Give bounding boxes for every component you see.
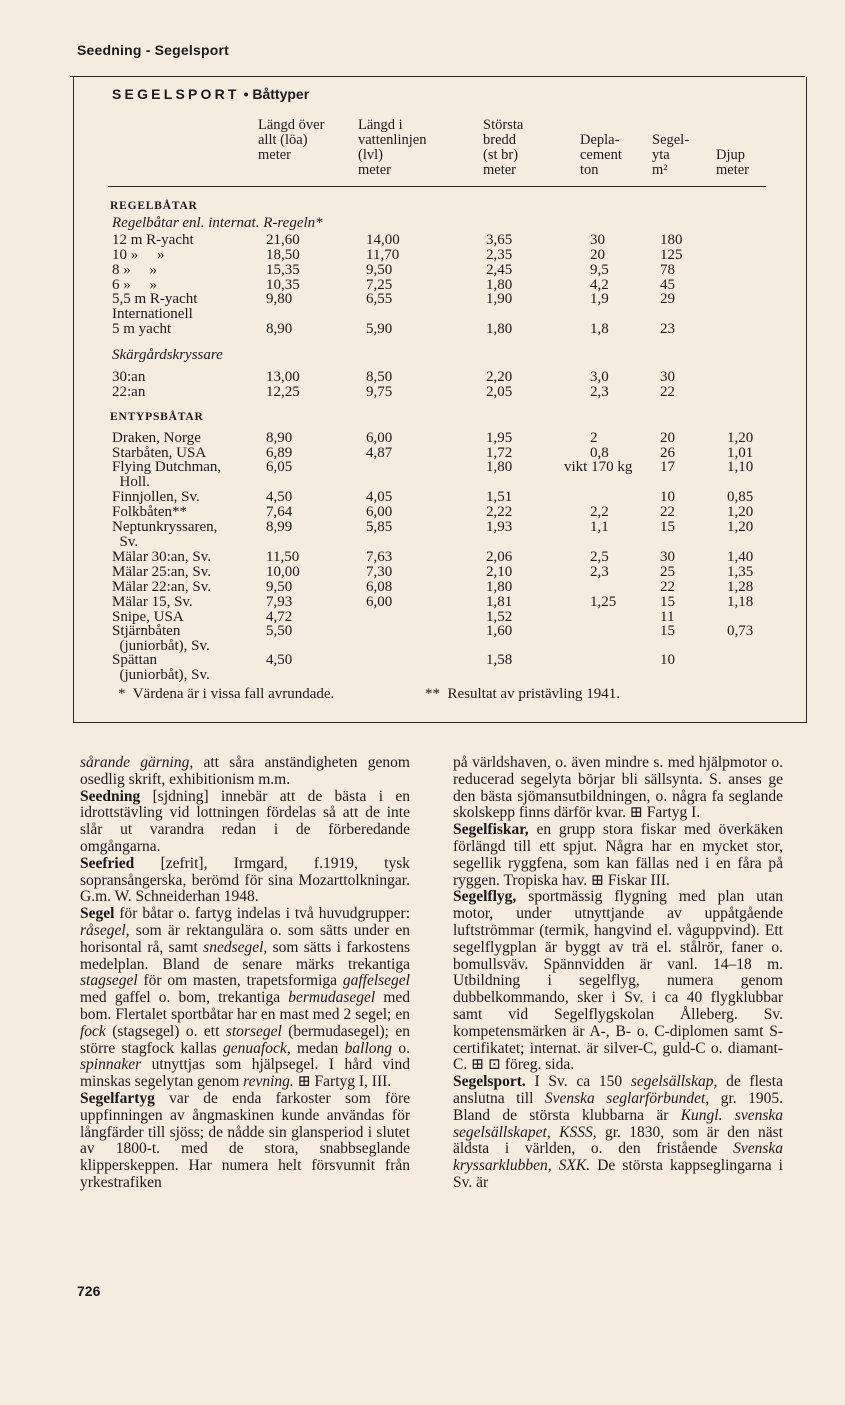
subsection-skargardskryssare: Skärgårdskryssare: [112, 347, 223, 363]
table-cell-br: 2,22: [486, 504, 513, 520]
table-cell-loa: 18,50: [266, 247, 300, 263]
table-cell-loa: 6,05: [266, 459, 293, 475]
table-cell-loa: 10,35: [266, 277, 300, 293]
table-cell-lvl: 14,00: [366, 232, 400, 248]
table-title-main: SEGELSPORT: [112, 86, 240, 102]
footnote-prize: ** Resultat av pristävling 1941.: [425, 686, 620, 702]
article-paragraph: sårande gärning, att såra anständigheten genom osedlig skrift, exhibitionism m.m.: [80, 754, 410, 788]
table-cell-depl: vikt 170 kg: [564, 459, 633, 475]
column-header-divider: [108, 186, 766, 187]
table-cell-br: 2,06: [486, 549, 513, 565]
table-cell-segel: 15: [660, 594, 675, 610]
table-cell-segel: 22: [660, 384, 675, 400]
table-cell-loa: 21,60: [266, 232, 300, 248]
table-cell-lvl: 4,05: [366, 489, 393, 505]
table-cell-br: 1,80: [486, 459, 513, 475]
article-paragraph: Seedning [sjdning] innebär att de bästa i en idrottstävling vid lottningen fördelas så att de inte slår ut varandra redan i de förberedande omgångarna.: [80, 787, 410, 855]
table-cell-loa: 9,80: [266, 291, 293, 307]
table-cell-br: 1,51: [486, 489, 513, 505]
table-cell-loa: 4,72: [266, 609, 293, 625]
col-header-djup: Djup meter: [716, 147, 750, 178]
table-cell-djup: 1,01: [727, 445, 754, 461]
table-cell-lvl: 9,50: [366, 262, 393, 278]
table-cell-br: 1,93: [486, 519, 513, 535]
table-cell-name: Finnjollen, Sv.: [112, 489, 200, 505]
table-cell-name: Internationell: [112, 306, 193, 322]
article-paragraph: Segelflyg, sportmässig flygning med plan utan motor, under utnyttjande av uppåtgående luftströmmar (termik, hangvind el. våguppvind). Ett segelflygplan är byggt av trä el. stålrör, faner o. bomullsväv. Spännvidden är vanl. 14–18 m. Utbildning i segelflyg, numera genom dubbelkommando, sker i Sv. i ca 40 flygklubbar samt vid Segelflygskolan Ålleberg. Sv. kompetensmärken är A-, B- o. C-diplomen samt S-certifikatet; internat. är silver-C, guld-C o. diamant-C. ⊞ ⊡ föreg. sida.: [453, 888, 783, 1074]
table-title: [112, 86, 309, 102]
table-cell-loa: 4,50: [266, 652, 293, 668]
table-cell-br: 3,65: [486, 232, 513, 248]
table-cell-br: 1,80: [486, 277, 513, 293]
table-cell-loa: 7,93: [266, 594, 293, 610]
table-cell-djup: 1,40: [727, 549, 754, 565]
page-header: Seedning - Segelsport: [77, 42, 229, 58]
table-cell-br: 1,60: [486, 623, 513, 639]
table-title-bullet: •: [239, 86, 253, 102]
table-cell-name: Folkbåten**: [112, 504, 187, 520]
table-cell-br: 2,35: [486, 247, 513, 263]
table-title-sub: Båttyper: [252, 86, 310, 102]
table-cell-loa: 8,90: [266, 321, 293, 337]
table-cell-segel: 11: [660, 609, 675, 625]
table-cell-depl: 20: [590, 247, 605, 263]
table-cell-br: 1,95: [486, 430, 513, 446]
table-cell-lvl: 6,55: [366, 291, 393, 307]
table-cell-loa: 11,50: [266, 549, 300, 565]
table-cell-segel: 25: [660, 564, 675, 580]
table-cell-br: 2,45: [486, 262, 513, 278]
table-cell-name: Stjärnbåten (juniorbåt), Sv.: [112, 623, 210, 654]
table-cell-lvl: 5,85: [366, 519, 393, 535]
table-cell-lvl: 8,50: [366, 369, 393, 385]
table-cell-segel: 29: [660, 291, 675, 307]
table-cell-br: 2,05: [486, 384, 513, 400]
table-cell-name: Mälar 15, Sv.: [112, 594, 193, 610]
table-cell-segel: 10: [660, 652, 675, 668]
table-cell-loa: 13,00: [266, 369, 300, 385]
table-cell-segel: 26: [660, 445, 675, 461]
table-cell-loa: 7,64: [266, 504, 293, 520]
article-paragraph: Seefried [zefrit], Irmgard, f.1919, tysk sopransångerska, berömd för sina Mozarttolkningar. G.m. W. Schneiderhan 1948.: [80, 854, 410, 906]
table-cell-br: 1,90: [486, 291, 513, 307]
table-cell-loa: 8,90: [266, 430, 293, 446]
table-cell-br: 1,52: [486, 609, 513, 625]
table-cell-segel: 22: [660, 579, 675, 595]
table-cell-djup: 1,20: [727, 430, 754, 446]
table-cell-loa: 5,50: [266, 623, 293, 639]
right-text-column: [453, 755, 783, 1192]
table-cell-loa: 9,50: [266, 579, 293, 595]
table-cell-segel: 20: [660, 430, 675, 446]
table-cell-segel: 125: [660, 247, 683, 263]
table-cell-name: 10 » »: [112, 247, 165, 263]
col-header-lvl: Längd i vattenlinjen (lvl) meter: [358, 117, 427, 178]
footnote-rounded: * Värdena är i vissa fall avrundade.: [118, 686, 335, 702]
article-paragraph: Segelfiskar, en grupp stora fiskar med överkäken förlängd till ett spjut. Några har en mycket stor, segellik ryggfena, som kan fällas ned i en fåra på ryggen. Tropiska hav. ⊞ Fiskar III.: [453, 821, 783, 889]
table-cell-depl: 2,3: [590, 384, 609, 400]
table-cell-name: 12 m R-yacht: [112, 232, 194, 248]
table-cell-segel: 78: [660, 262, 675, 278]
table-cell-loa: 8,99: [266, 519, 293, 535]
table-cell-segel: 30: [660, 549, 675, 565]
table-cell-loa: 15,35: [266, 262, 300, 278]
table-cell-name: Snipe, USA: [112, 609, 184, 625]
table-cell-depl: 0,8: [590, 445, 609, 461]
table-cell-name: Flying Dutchman, Holl.: [112, 459, 222, 490]
table-cell-segel: 180: [660, 232, 683, 248]
table-cell-br: 1,81: [486, 594, 513, 610]
left-text-column: [80, 755, 410, 1192]
table-cell-djup: 1,28: [727, 579, 754, 595]
table-cell-loa: 4,50: [266, 489, 293, 505]
table-cell-br: 1,58: [486, 652, 513, 668]
table-cell-name: Mälar 30:an, Sv.: [112, 549, 212, 565]
table-cell-depl: 30: [590, 232, 605, 248]
page-number: 726: [77, 1283, 101, 1299]
table-cell-name: Spättan (juniorbåt), Sv.: [112, 652, 210, 683]
table-cell-djup: 1,18: [727, 594, 754, 610]
table-cell-name: 22:an: [112, 384, 146, 400]
col-header-deplacement: Depla- cement ton: [580, 132, 622, 178]
table-cell-depl: 4,2: [590, 277, 609, 293]
table-cell-segel: 15: [660, 623, 675, 639]
table-cell-name: 5,5 m R-yacht: [112, 291, 198, 307]
table-cell-lvl: 7,30: [366, 564, 393, 580]
article-paragraph: Segel för båtar o. fartyg indelas i två huvudgrupper: råsegel, som är rektangulära o. som sätts under en horisontal rå, samt snedsegel, som sätts i farkostens medelplan. Bland de senare märks trekantiga stagsegel för om masten, trapetsformiga gaffelsegel med gaffel o. bom, trekantiga bermudasegel med bom. Flertalet sportbåtar har en mast med 2 segel; en fock (stagsegel) o. ett storsegel (bermudasegel); en större stagfock kallas genuafock, medan ballong o. spinnaker utnyttjas som hjälpsegel. I hård vind minskas segelytan genom revning. ⊞ Fartyg I, III.: [80, 905, 411, 1091]
col-header-bredd: Största bredd (st br) meter: [483, 117, 524, 178]
table-cell-name: 6 » »: [112, 277, 157, 293]
table-cell-lvl: 6,08: [366, 579, 393, 595]
section-entypsbatar: ENTYPSBÅTAR: [110, 411, 204, 423]
table-cell-segel: 17: [660, 459, 675, 475]
col-header-segelyta: Segel- yta m²: [652, 132, 690, 178]
table-cell-lvl: 5,90: [366, 321, 393, 337]
table-cell-lvl: 4,87: [366, 445, 393, 461]
table-cell-br: 1,72: [486, 445, 513, 461]
subsection-r-regeln: Regelbåtar enl. internat. R-regeln*: [112, 215, 323, 231]
table-cell-lvl: 11,70: [366, 247, 400, 263]
table-cell-segel: 45: [660, 277, 675, 293]
table-cell-segel: 15: [660, 519, 675, 535]
table-cell-lvl: 7,25: [366, 277, 393, 293]
table-cell-djup: 0,85: [727, 489, 754, 505]
table-cell-br: 1,80: [486, 321, 513, 337]
table-cell-depl: 9,5: [590, 262, 609, 278]
table-cell-lvl: 6,00: [366, 430, 393, 446]
table-cell-djup: 0,73: [727, 623, 754, 639]
table-cell-lvl: 9,75: [366, 384, 393, 400]
table-cell-segel: 22: [660, 504, 675, 520]
table-cell-djup: 1,10: [727, 459, 754, 475]
table-cell-depl: 2,2: [590, 504, 609, 520]
table-cell-name: 30:an: [112, 369, 146, 385]
table-cell-djup: 1,20: [727, 519, 754, 535]
article-paragraph: Segelfartyg var de enda farkoster som före uppfinningen av ångmaskinen kunde användas för långfärder till sjöss; de nådde sin glansperiod i slutet av 1800-t. med de stora, snabbseglande klipperskeppen. Har numera helt försvunnit från yrkestrafiken: [80, 1089, 410, 1191]
table-cell-djup: 1,35: [727, 564, 754, 580]
table-cell-depl: 1,1: [590, 519, 609, 535]
table-cell-segel: 23: [660, 321, 675, 337]
table-cell-name: 5 m yacht: [112, 321, 172, 337]
table-cell-depl: 1,25: [590, 594, 617, 610]
table-cell-name: Draken, Norge: [112, 430, 201, 446]
table-cell-br: 2,20: [486, 369, 513, 385]
table-cell-loa: 6,89: [266, 445, 293, 461]
article-paragraph: på världshaven, o. även mindre s. med hjälpmotor o. reducerad segelyta börjar bli sällsynta. S. anses ge den bästa sjömansutbildningen, o. några fa seglande skolskepp finns därför kvar. ⊞ Fartyg I.: [453, 754, 783, 822]
table-cell-depl: 2,3: [590, 564, 609, 580]
table-cell-depl: 3,0: [590, 369, 609, 385]
table-cell-djup: 1,20: [727, 504, 754, 520]
table-cell-br: 1,80: [486, 579, 513, 595]
article-paragraph: Segelsport. I Sv. ca 150 segelsällskap, de flesta anslutna till Svenska seglarförbundet, gr. 1905. Bland de största klubbarna är Kungl. svenska segelsällskapet, KSSS, gr. 1830, som är den näst äldsta i världen, o. den fristående Svenska kryssarklubben, SXK. De största kappseglingarna i Sv. är: [453, 1073, 783, 1191]
table-cell-name: Mälar 25:an, Sv.: [112, 564, 212, 580]
table-cell-segel: 10: [660, 489, 675, 505]
table-cell-depl: 1,8: [590, 321, 609, 337]
table-cell-name: Starbåten, USA: [112, 445, 207, 461]
table-cell-depl: 2,5: [590, 549, 609, 565]
table-cell-lvl: 6,00: [366, 504, 393, 520]
table-cell-segel: 30: [660, 369, 675, 385]
col-header-loa: Längd över allt (löa) meter: [258, 117, 325, 163]
table-cell-lvl: 7,63: [366, 549, 393, 565]
table-cell-name: Neptunkryssaren, Sv.: [112, 519, 218, 550]
table-cell-depl: 1,9: [590, 291, 609, 307]
table-cell-name: Mälar 22:an, Sv.: [112, 579, 212, 595]
table-cell-name: 8 » »: [112, 262, 157, 278]
table-cell-br: 2,10: [486, 564, 513, 580]
table-cell-loa: 12,25: [266, 384, 300, 400]
section-regelbatar: REGELBÅTAR: [110, 200, 198, 212]
table-cell-lvl: 6,00: [366, 594, 393, 610]
table-cell-loa: 10,00: [266, 564, 300, 580]
table-cell-depl: 2: [590, 430, 598, 446]
